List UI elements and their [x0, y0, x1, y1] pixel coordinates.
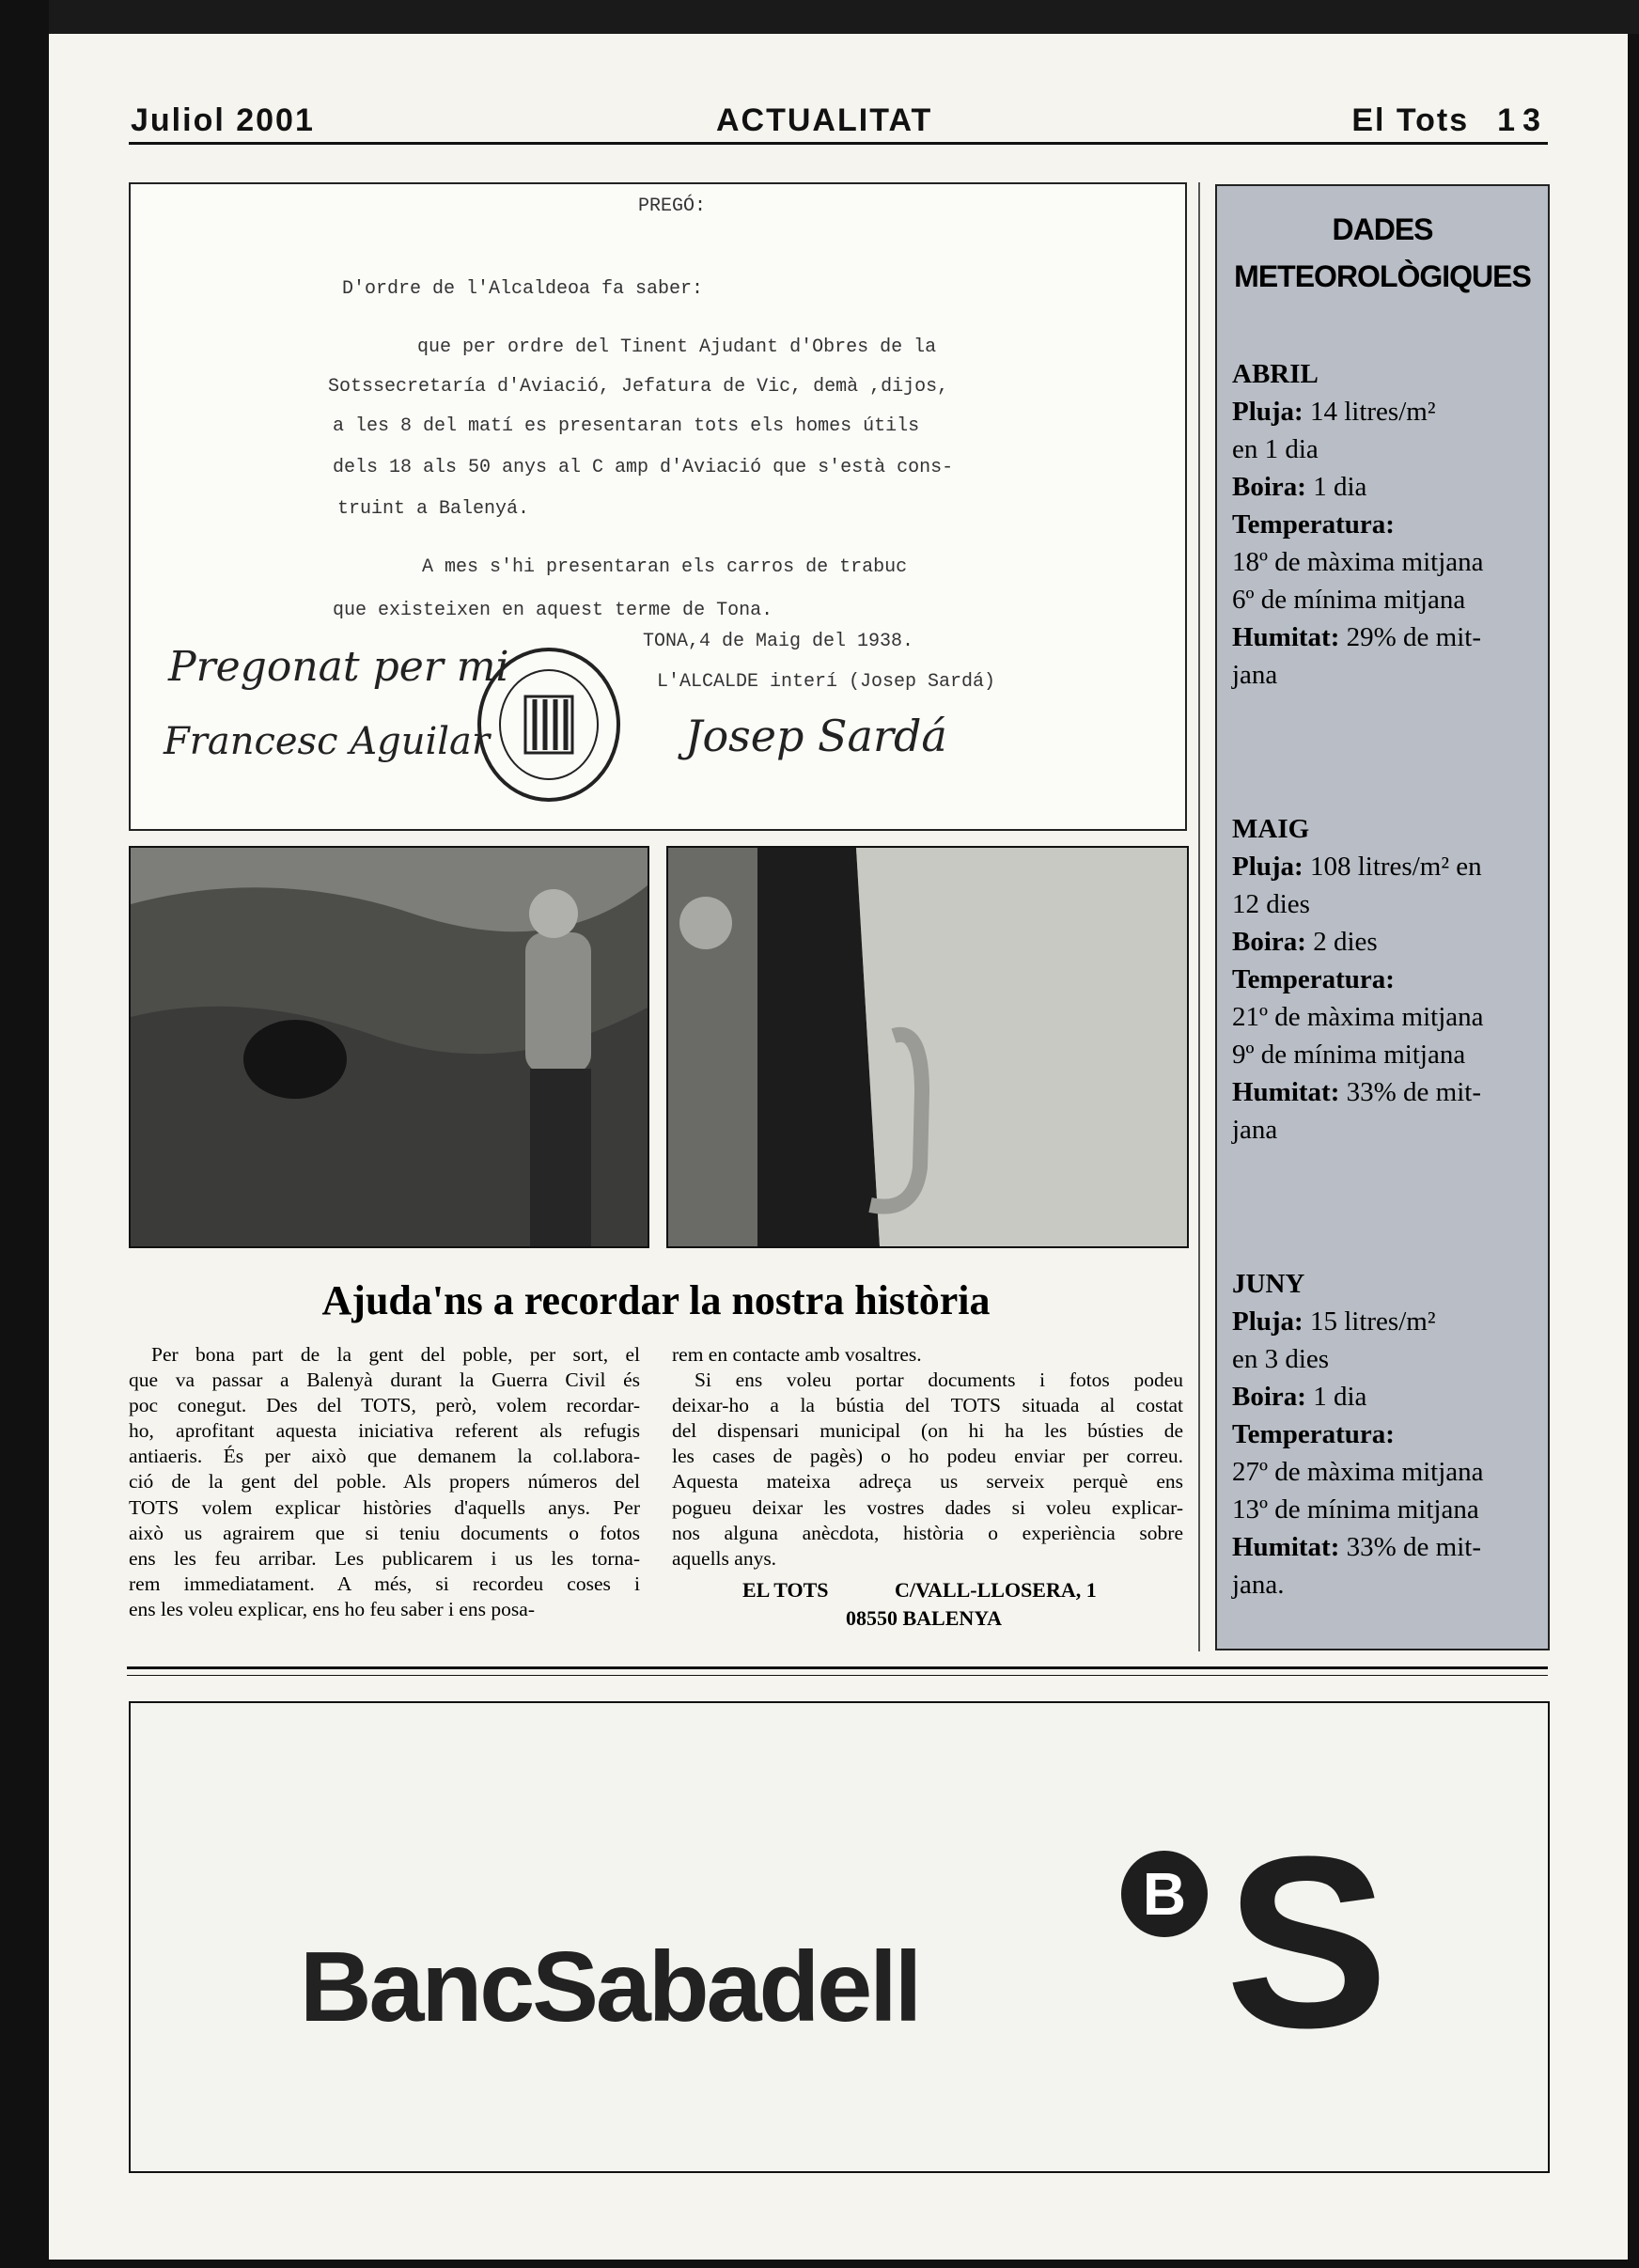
document-date: TONA,4 de Maig del 1938.: [643, 631, 914, 652]
weather-temp-max: 18º de màxima mitjana: [1232, 547, 1484, 577]
field-photo-icon: [131, 848, 648, 1246]
weather-title-line1: DADES: [1332, 212, 1433, 246]
weather-temp-label: Temperatura:: [1232, 964, 1395, 994]
article-line: nos alguna anècdota, història o experiència sobre: [672, 1521, 1183, 1544]
weather-rain-days: en 3 dies: [1232, 1344, 1330, 1374]
weather-box: [1215, 184, 1550, 1650]
article-column-2: [672, 1342, 1183, 1572]
weather-humidity: Humitat: 29% de mit-: [1232, 622, 1481, 652]
address-street: C/VALL-LLOSERA, 1: [895, 1578, 1097, 1602]
page-header: [129, 99, 1548, 145]
weather-humidity: Humitat: 33% de mit-: [1232, 1077, 1481, 1107]
town-seal-icon: [474, 645, 624, 805]
article-line: pogueu deixar les vostres dades si voleu explicar-: [672, 1495, 1183, 1519]
weather-humidity-cont: jana.: [1232, 1570, 1285, 1600]
weather-fog: Boira: 1 dia: [1232, 1382, 1367, 1412]
weather-rain: Pluja: 108 litres/m² en: [1232, 852, 1482, 882]
article-column-1: [129, 1342, 640, 1622]
document-line: A mes s'hi presentaran els carros de trabuc: [422, 556, 908, 578]
document-signer: L'ALCALDE interí (Josep Sardá): [657, 671, 996, 693]
document-line: a les 8 del matí es presentaran tots els homes útils: [333, 415, 920, 437]
weather-rain: Pluja: 14 litres/m²: [1232, 397, 1436, 427]
article-line: deixar-ho a la bústia del TOTS situada al costat: [672, 1394, 1183, 1417]
weather-fog: Boira: 2 dies: [1232, 927, 1378, 957]
weather-humidity-cont: jana: [1232, 660, 1278, 690]
bank-name: BancSabadell: [300, 1932, 920, 2042]
article-line: del dispensari municipal (on hi ha les bústies de: [672, 1419, 1183, 1443]
document-title: PREGÓ:: [638, 196, 707, 217]
month-heading: ABRIL: [1232, 359, 1319, 389]
weather-temp-min: 6º de mínima mitjana: [1232, 585, 1466, 615]
article-line: les cases de pagès) o ho podeu enviar per correu.: [672, 1445, 1183, 1468]
article-line: ció de la gent del poble. Als propers números del: [129, 1470, 640, 1494]
month-heading: MAIG: [1232, 814, 1310, 844]
document-line: dels 18 als 50 anys al C amp d'Aviació que s'està cons-: [333, 457, 954, 478]
proclamation-document: [129, 182, 1187, 831]
column-divider: [1198, 182, 1200, 1651]
section-rule-thin: [127, 1675, 1548, 1676]
article-line: Si ens voleu portar documents i fotos podeu: [695, 1369, 1183, 1392]
article-line: Per bona part de la gent del poble, per sort, el: [151, 1343, 640, 1366]
bank-logo-b: B: [1121, 1851, 1208, 1937]
address-city: 08550 BALENYA: [846, 1606, 1003, 1630]
article-line: rem immediatament. A més, si recordeu coses i: [129, 1572, 640, 1595]
weather-rain: Pluja: 15 litres/m²: [1232, 1306, 1436, 1337]
photo-shelter-entrance: [666, 846, 1189, 1248]
header-magazine: El Tots: [1351, 102, 1470, 138]
weather-rain-days: 12 dies: [1232, 889, 1310, 919]
section-rule: [127, 1666, 1548, 1669]
bank-advertisement: [129, 1701, 1550, 2173]
weather-humidity-cont: jana: [1232, 1115, 1278, 1145]
article-line: rem en contacte amb vosaltres.: [672, 1343, 922, 1366]
article-line: ens les feu arribar. Les publicarem i us les torna-: [129, 1546, 640, 1570]
weather-humidity: Humitat: 33% de mit-: [1232, 1532, 1481, 1562]
header-date: Juliol 2001: [131, 102, 315, 138]
weather-temp-min: 9º de mínima mitjana: [1232, 1040, 1466, 1070]
weather-rain-days: en 1 dia: [1232, 434, 1319, 464]
signature-pregonat: Pregonat per mi: [168, 643, 509, 691]
weather-title-line2: METEOROLÒGIQUES: [1234, 259, 1531, 293]
bank-logo-s: S: [1225, 1807, 1389, 2079]
document-line: D'ordre de l'Alcaldeoa fa saber:: [342, 278, 704, 300]
shelter-photo-icon: [668, 848, 1187, 1246]
document-line: que per ordre del Tinent Ajudant d'Obres de la: [417, 336, 937, 358]
address-name: EL TOTS: [742, 1578, 829, 1602]
scan-top-border: [49, 0, 1639, 34]
header-page-number: 13: [1497, 102, 1548, 138]
article-line: antiaeris. És per això que demanem la col.labora-: [129, 1445, 640, 1468]
weather-temp-label: Temperatura:: [1232, 1419, 1395, 1449]
month-heading: JUNY: [1232, 1269, 1305, 1299]
article-line: això us agrairem que si teniu documents o fotos: [129, 1521, 640, 1544]
article-line: aquells anys.: [672, 1546, 777, 1570]
weather-fog: Boira: 1 dia: [1232, 472, 1367, 502]
weather-temp-max: 21º de màxima mitjana: [1232, 1002, 1484, 1032]
article-line: Aquesta mateixa adreça us serveix perquè ens: [672, 1470, 1183, 1494]
header-right: [1351, 102, 1548, 139]
article-line: TOTS volem explicar històries d'aquells anys. Per: [129, 1495, 640, 1519]
article-line: ho, aprofitant aquesta iniciativa referent als refugis: [129, 1419, 640, 1443]
document-line: Sotssecretaría d'Aviació, Jefatura de Vic, demà ,dijos,: [328, 376, 949, 398]
article-line: ens les voleu explicar, ens ho feu saber i ens posa-: [129, 1597, 535, 1620]
article-line: poc conegut. Des del TOTS, però, volem recordar-: [129, 1394, 640, 1417]
article-title: Ajuda'ns a recordar la nostra història: [321, 1277, 991, 1323]
signature-francesc: Francesc Aguilar: [164, 720, 491, 763]
header-section: ACTUALITAT: [716, 102, 933, 138]
weather-temp-min: 13º de mínima mitjana: [1232, 1494, 1479, 1525]
signature-josep: Josep Sardá: [685, 711, 947, 761]
weather-temp-label: Temperatura:: [1232, 509, 1395, 540]
document-line: que existeixen en aquest terme de Tona.: [333, 600, 773, 621]
photo-man-in-field: [129, 846, 649, 1248]
article-line: que va passar a Balenyà durant la Guerra Civil és: [129, 1369, 640, 1392]
weather-temp-max: 27º de màxima mitjana: [1232, 1457, 1484, 1487]
document-line: truint a Balenyá.: [337, 498, 530, 520]
